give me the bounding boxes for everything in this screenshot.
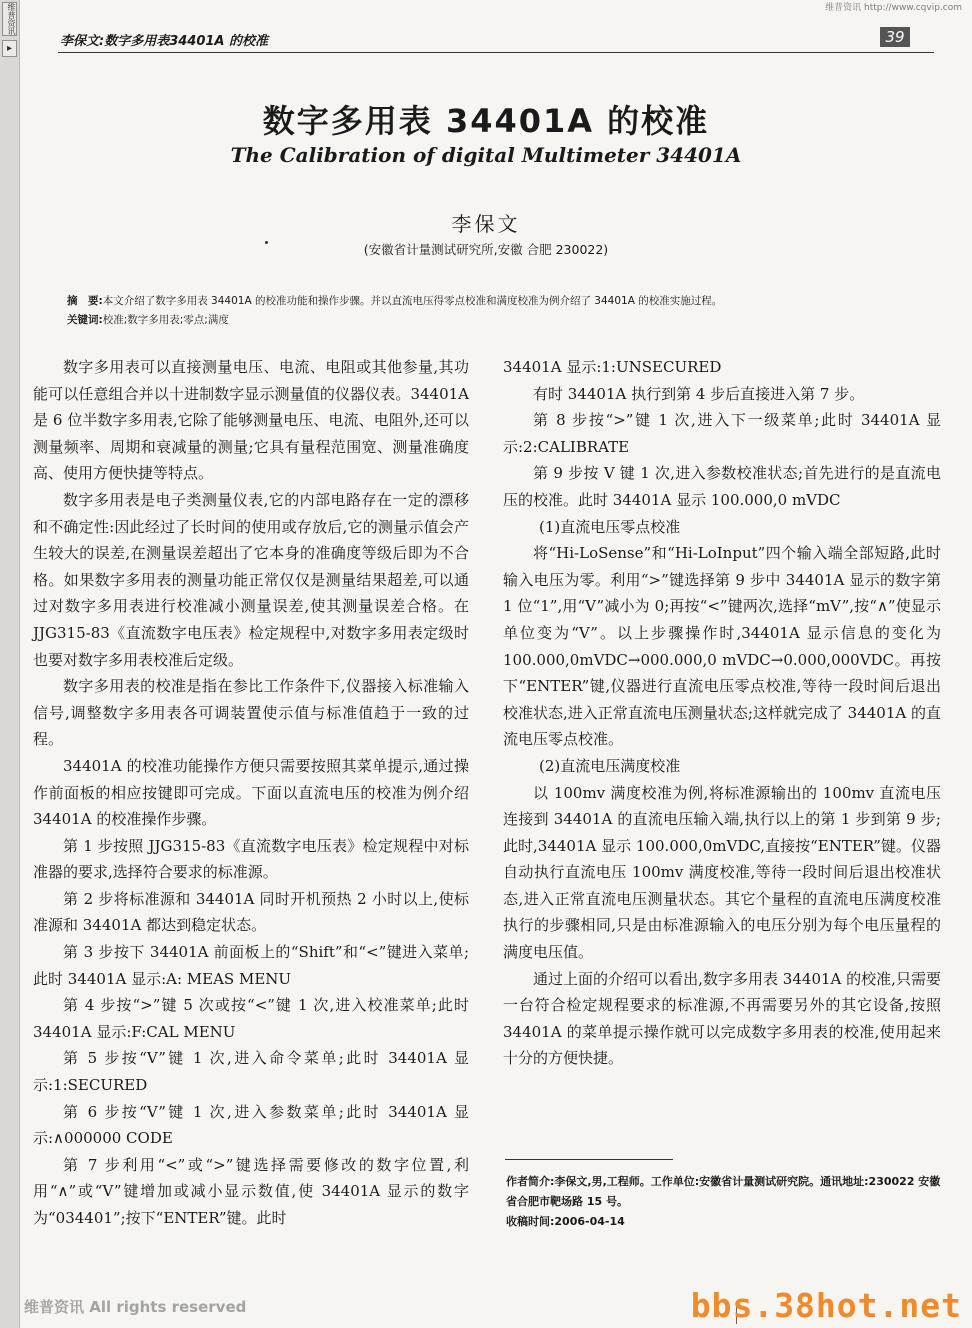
sidebar-expand-toggle[interactable]: ▸ [2, 40, 17, 57]
body-paragraph: 数字多用表的校准是指在参比工作条件下,仪器接入标准输入信号,调整数字多用表各可调装置使示值与标准值趋于一致的过程。 [33, 677, 469, 749]
abstract-label: 摘 要: [67, 295, 103, 307]
body-paragraph: 第 3 步按下 34401A 前面板上的“Shift”和“<”键进入菜单;此时 34401A 显示:A: MEAS MENU [33, 943, 469, 988]
keywords-line [67, 311, 927, 330]
footer-watermark: 维普资讯 All rights reserved [24, 1298, 247, 1316]
body-column-left [33, 354, 469, 1232]
abstract-line [67, 292, 927, 311]
subsection-heading: (1)直流电压零点校准 [539, 517, 681, 536]
keywords-label: 关键词: [67, 314, 103, 326]
body-paragraph: 第 4 步按“>”键 5 次或按“<”键 1 次,进入校准菜单;此时 34401A 显示:F:CAL MENU [33, 996, 469, 1041]
body-paragraph: 有时 34401A 执行到第 4 步后直接进入第 7 步。 [533, 384, 865, 403]
running-header-title: 李保文:数字多用表34401A 的校准 [60, 34, 269, 49]
body-paragraph: 34401A 的校准功能操作方便只需要按照其菜单提示,通过操作前面板的相应按键即可完成。下面以直流电压的校准为例介绍 34401A 的校准操作步骤。 [33, 756, 469, 829]
page-number: 39 [880, 27, 910, 47]
viewer-sidebar-label: 维普资讯 [2, 2, 17, 36]
body-paragraph: 通过上面的介绍可以看出,数字多用表 34401A 的校准,只需要一台符合检定规程要求的标准源,不再需要另外的其它设备,按照 34401A 的菜单提示操作就可以完成数字多用表的校准,使用起来十分的方便快捷。 [503, 969, 941, 1068]
body-paragraph: 数字多用表可以直接测量电压、电流、电阻或其他参量,其功能可以任意组合并以十进制数字显示测量值的仪器仪表。34401A 是 6 位半数字多用表,它除了能够测量电压、电流、电阻外,还可以测量频率、周期和衰减量的测量;它具有量程范围宽、测量准确度高、使用方便快捷等特点。 [33, 358, 469, 483]
viewer-sidebar [0, 0, 20, 1328]
footnote-rule [505, 1159, 673, 1160]
body-paragraph: 34401A 显示:1:UNSECURED [503, 358, 722, 376]
keywords-text: 校准;数字多用表;零点;满度 [102, 314, 229, 326]
body-paragraph: 第 1 步按照 JJG315-83《直流数字电压表》检定规程中对标准器的要求,选择符合要求的标准源。 [33, 836, 469, 882]
running-header [58, 30, 934, 50]
body-paragraph: 第 8 步按“>”键 1 次,进入下一级菜单;此时 34401A 显示:2:CALIBRATE [503, 411, 941, 456]
body-paragraph: 第 2 步将标准源和 34401A 同时开机预热 2 小时以上,使标准源和 34401A 都达到稳定状态。 [33, 889, 469, 935]
body-paragraph: 数字多用表是电子类测量仪表,它的内部电路存在一定的漂移和不确定性:因此经过了长时间的使用或存放后,它的测量示值会产生较大的误差,在测量误差超出了它本身的准确度等级后即为不合格。如果数字多用表的测量功能正常仅仅是测量结果超差,可以通过对数字多用表进行校准减小测量误差,使其测量误差合格。在 JJG315-83《直流数字电压表》检定规程中,对数字多用表定级时也要对数字多用表校准后定级。 [33, 490, 469, 669]
body-paragraph: 第 9 步按 V 键 1 次,进入参数校准状态;首先进行的是直流电压的校准。此时 34401A 显示 100.000,0 mVDC [503, 464, 941, 509]
site-watermark: 维普资讯 http://www.cqvip.com [825, 3, 962, 13]
abstract-block [67, 292, 927, 330]
footnote-received-date: 收稿时间:2006-04-14 [506, 1215, 625, 1228]
body-paragraph: 第 5 步按“V”键 1 次,进入命令菜单;此时 34401A 显示:1:SECURED [33, 1049, 469, 1095]
body-paragraph: 第 7 步利用“<”或“>”键选择需要修改的数字位置,利用“∧”或“V”键增加或减小显示数值,使 34401A 显示的数字为“034401”;按下“ENTER”键。此时 [33, 1155, 469, 1227]
paper-title: 数字多用表 34401A 的校准 [262, 102, 710, 140]
header-rule [58, 52, 934, 53]
body-paragraph: 第 6 步按“V”键 1 次,进入参数菜单;此时 34401A 显示:∧000000 CODE [33, 1102, 469, 1148]
abstract-text: 本文介绍了数字多用表 34401A 的校准功能和操作步骤。并以直流电压得零点校准和满度校准为例介绍了 34401A 的校准实施过程。 [102, 295, 723, 307]
footnote-author-bio: 作者简介:李保文,男,工程师。工作单位:安徽省计量测试研究院。通讯地址:230022 安徽省合肥市靶场路 15 号。 [506, 1175, 941, 1208]
body-column-right [503, 354, 941, 1072]
footnote [506, 1172, 942, 1232]
body-paragraph: 以 100mv 满度校准为例,将标准源输出的 100mv 直流电压连接到 34401A 的直流电压输入端,执行以上的第 1 步到第 9 步;此时,34401A 显示 100.000,0mVDC,直接按“ENTER”键。仪器自动执行直流电压 100mv 满度校准,等待一段时间后退出校准状态,进入正常直流电压测量状态。其它个量程的直流电压满度校准执行的步骤相同,只是由标准源输入的电压分别为每个电压量程的满度电压值。 [503, 783, 941, 962]
paper-title-english: The Calibration of digital Multimeter 34401A [230, 143, 742, 167]
subsection-heading: (2)直流电压满度校准 [539, 756, 681, 775]
body-paragraph: 将“Hi-LoSense”和“Hi-LoInput”四个输入端全部短路,此时输入电压为零。利用“>”键选择第 9 步中 34401A 显示的数字第 1 位“1”,用“V”减小为 0;再按“<”键两次,选择“mV”,按“∧”使显示单位变为“V”。以上步骤操作时,34401A 显示信息的变化为 100.000,0mVDC→000.000,0 mVDC→0.000,000VDC。再按下“ENTER”键,仪器进行直流电压零点校准,等待一段时间后退出校准状态,进入正常直流电压测量状态;这样就完成了 34401A 的直流电压零点校准。 [503, 544, 941, 749]
author-affiliation: (安徽省计量测试研究所,安徽 合肥 230022) [363, 242, 609, 257]
author-name: 李保文 [451, 212, 521, 236]
bbs-watermark: bbs.38hot.net [690, 1286, 962, 1325]
